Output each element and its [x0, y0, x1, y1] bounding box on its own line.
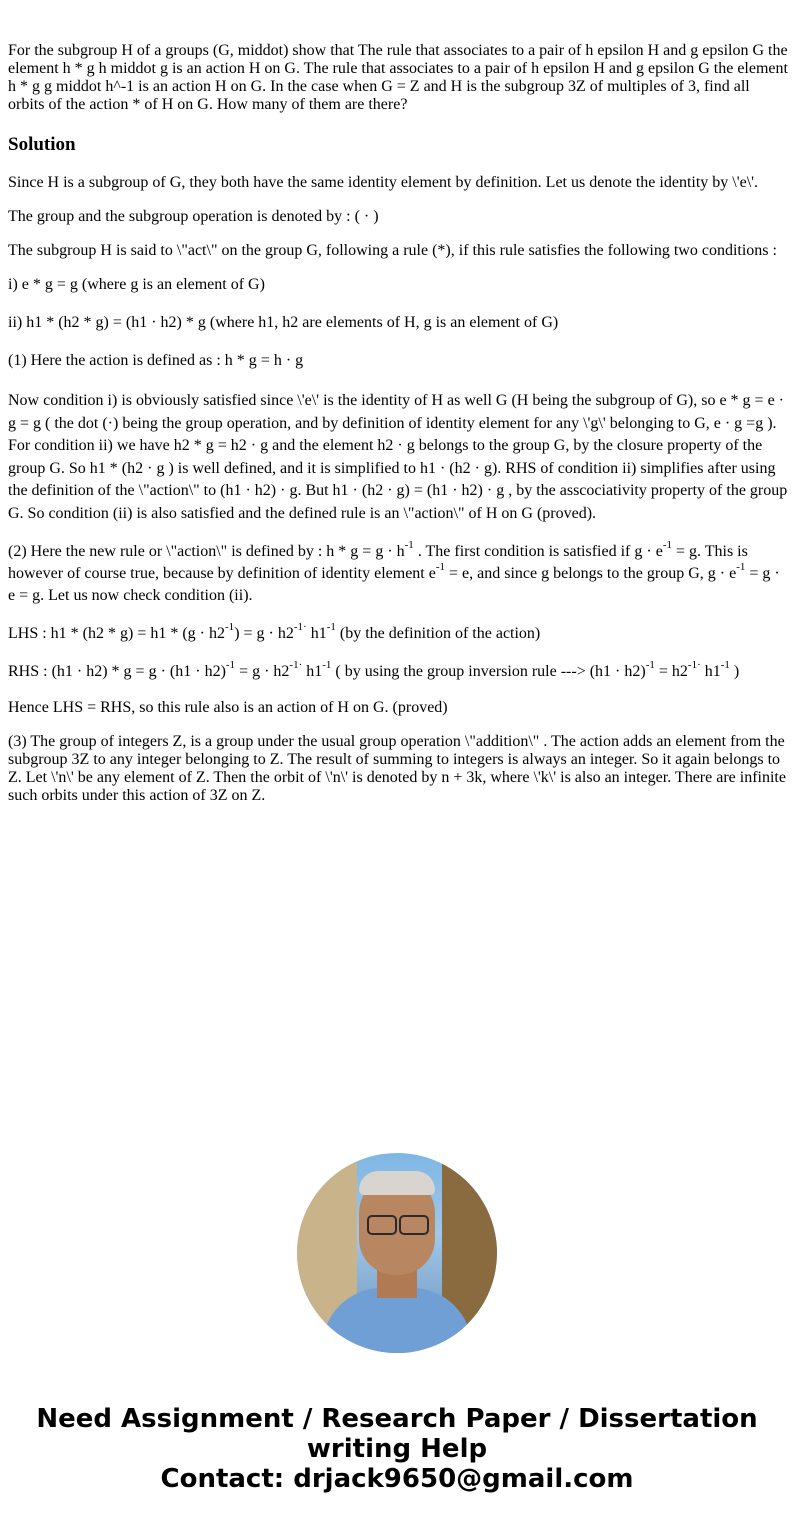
paragraph-operation: The group and the subgroup operation is denoted by : ( · )	[8, 208, 379, 225]
author-photo	[297, 1153, 497, 1353]
question-text: For the subgroup H of a groups (G, middot) show that The rule that associates to a pair of h epsilon H and g epsilon G the element h * g h middot g is an action H on G. The rule that associates to a pair of h epsilon H and g epsilon G the element h * g g middot h^-1 is an action H on G. In the case when G = Z and H is the subgroup 3Z of multiples of 3, find all orbits of the action * of H on G. How many of them are there?	[8, 42, 788, 113]
part-two-definition: (2) Here the new rule or \"action\" is defined by : $h * g = g \cdot h^{-1}$ . The first condition is satisfied if $g \cdot e^{-1} = g$. This is however of course true, because by definition of identity element $e^{-1} = e$, and since g belongs to the group G, $g \cdot e^{-1} = g \cdot e = g$. Let us now check condition (ii).	[8, 538, 780, 604]
banner-line-2: writing Help	[306, 1434, 488, 1464]
condition-one: i) e * g = g (where g is an element of G)	[8, 276, 265, 293]
part-one-proof: Now condition i) is obviously satisfied since \'e\' is the identity of H as well G (H being the subgroup of G), so e * g = e · g = g ( the dot (·) being the group operation, and by definition of identity element for any \'g\' belonging to G, e · g =g ). For condition ii) we have h2 * g = h2 · g and the element h2 · g belongs to the group G, by the closure property of the group G. So h1 * (h2 · g ) is well defined, and it is simplified to h1 · (h2 · g). RHS of condition ii) simplifies after using the definition of the \"action\" to (h1 · h2) · g. But h1 · (h2 · g) = (h1 · h2) · g , by the asscociativity property of the group G. So condition (ii) is also satisfied and the defined rule is an \"action\" of H on G (proved).	[8, 392, 788, 522]
paragraph-action-definition: The subgroup H is said to \"act\" on the group G, following a rule (*), if this rule satisfies the following two conditions :	[8, 242, 777, 259]
contact-banner	[0, 1404, 794, 1494]
lhs-equation: LHS : $h1 * (h2 * g) = h1 * (g \cdot h2^{-1}) = g \cdot h2^{-1\cdot}$ $h1^{-1}$ (by the definition of the action)	[8, 620, 541, 642]
banner-contact: Contact: drjack9650@gmail.com	[160, 1464, 634, 1494]
solution-document	[8, 42, 788, 821]
condition-two: ii) h1 * (h2 * g) = (h1 · h2) * g (where h1, h2 are elements of H, g is an element of G)	[8, 314, 559, 331]
conclusion-part-two: Hence LHS = RHS, so this rule also is an action of H on G. (proved)	[8, 699, 448, 716]
rhs-equation: RHS : $(h1 \cdot h2) * g = g \cdot (h1 \cdot h2)^{-1} = g \cdot h2^{-1\cdot}$ $h1^{-1}$ ( by using the group inversion rule ---> $(h1 \cdot h2)^{-1} = h2^{-1\cdot}$ $h1^{-1}$ )	[8, 658, 740, 680]
part-one-definition: (1) Here the action is defined as : h * g = h · g	[8, 352, 304, 369]
solution-heading: Solution	[8, 134, 76, 155]
banner-line-1: Need Assignment / Research Paper / Dissertation	[36, 1404, 758, 1434]
paragraph-identity: Since H is a subgroup of G, they both have the same identity element by definition. Let us denote the identity by \'e\'.	[8, 174, 759, 191]
part-three-orbits: (3) The group of integers Z, is a group under the usual group operation \"addition\" . The action adds an element from the subgroup 3Z to any integer belonging to Z. The result of summing to integers is always an integer. So it again belongs to Z. Let \'n\' be any element of Z. Then the orbit of \'n\' is denoted by n + 3k, where \'k\' is also an integer. There are infinite such orbits under this action of 3Z on Z.	[8, 733, 786, 804]
